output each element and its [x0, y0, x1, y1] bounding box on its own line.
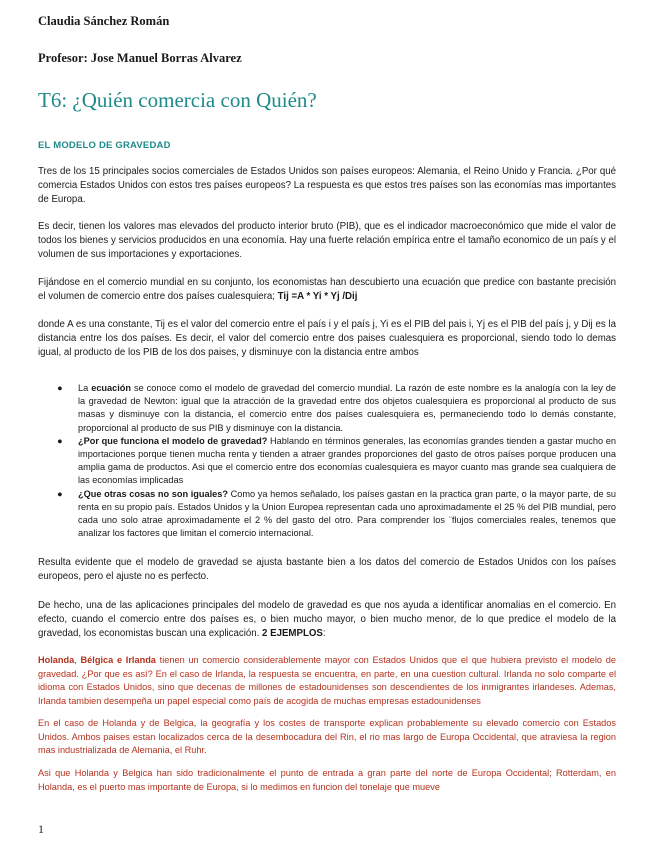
- paragraph-equation-text: Fijándose en el comercio mundial en su conjunto, los economistas han descubierto una ecuación que predice con bastante precisión el volumen de comercio entre dos países cualesquiera;: [38, 277, 616, 302]
- example-geography: En el caso de Holanda y de Belgica, la geografía y los costes de transporte explican probablemente su elevado comercio con Estados Unidos. Ambos paises estan localizados cerca de la desembocadura del Rin, el rio mas largo de Europa Occidental, que atraviesa la region mas industrializada de Alemania, el Ruhr.: [38, 718, 616, 756]
- bullet-bold: ¿Que otras cosas no son iguales?: [78, 488, 228, 499]
- example-ireland: [38, 654, 616, 708]
- paragraph-pib: Es decir, tienen los valores mas elevados del producto interior bruto (PIB), que es el indicador macroeconómico que mide el valor de todos los bienes y servicios producidos en una economía. Hay una fuerte relación empírica entre el tamaño economico de un país y el volumen de sus importaciones y exportaciones.: [38, 221, 616, 260]
- paragraph-equation: [38, 276, 616, 304]
- example-country-holanda: Holanda: [38, 655, 75, 665]
- bullet-icon: ●: [57, 383, 63, 393]
- bullet-text: Hablando en términos generales, las economías grandes tienden a gastar mucho en importaciones porque tienen mucha renta y tienden a atraer grandes proporciones del gasto de otros países porque producen una amplia gama de productos. Asi que el comercio entre dos economías cualesquiera es mayor cuanto mas grande sea cualquiera de las economías implicadas: [78, 435, 616, 486]
- example-rotterdam: Asi que Holanda y Belgica han sido tradicionalmente el punto de entrada a gran parte del norte de Europa Occidental; Rotterdam, en Holanda, es el puerto mas importante de Europa, si lo medimos en funcion del tonelaje que mueve: [38, 768, 616, 792]
- author-name: Claudia Sánchez Román: [38, 14, 170, 28]
- page-title: T6: ¿Quién comercia con Quién?: [38, 88, 317, 112]
- list-item: [38, 382, 616, 435]
- list-item: [38, 435, 616, 488]
- bullet-icon: ●: [57, 435, 63, 446]
- bullet-bold: ¿Por que funciona el modelo de gravedad?: [78, 435, 268, 446]
- page-number: 1: [38, 822, 44, 836]
- paragraph-anomalies-text: De hecho, una de las aplicaciones principales del modelo de gravedad es que nos ayuda a identificar anomalias en el comercio. En efecto, cuando el comercio entre dos países es, o bien mucho mayor, o bien mucho menor, de lo que predice el modelo de la gravedad, los economistas buscan una explicación.: [38, 600, 616, 639]
- example-ireland-text: tienen un comercio considerablemente mayor con Estados Unidos que el que hubiera previsto el modelo de gravedad. ¿Por que es así? En el caso de Irlanda, la respuesta se encuentra, en parte, en una cuestion cultural. Irlanda no solo comparte el idioma con Estados Unidos, sino que decenas de millones de estadounidenses son descendientes de los inmigrantes irlandeses. Ademas, Irlanda tambien desempeña un papel especial como país de acogida de muchas empresas estadounidenses: [38, 655, 616, 706]
- paragraph-variables: donde A es una constante, Tij es el valor del comercio entre el país i y el país j, Yi es el PIB del pais i, Yj es el PIB del país j, y Dij es la distancia entre los dos países. Es decir, el valor del comercio entre dos paises cualesquiera es proporcional, siendo todo lo demas igual, al producto de los PIB de los dos paises, y disminuye con la distancia entre ambos: [38, 319, 616, 358]
- bullet-lead: La: [78, 383, 89, 393]
- bullet-text: se conoce como el modelo de gravedad del comercio mundial. La razón de este nombre es la analogía con la ley de la gravedad de Newton: igual que la atracción de la gravedad entre dos objetos cualesquiera es proporcional al producto de sus masas y disminuye con la distancia, el comercio entre dos países cualesquiera es, permaneciendo todo lo demás constante, proporcional al producto de sus PIB y disminuye con la distancia.: [78, 383, 616, 433]
- bullet-bold: ecuación: [91, 383, 132, 393]
- example-country-belgica-irlanda: Bélgica e Irlanda: [80, 655, 156, 665]
- examples-label: 2 EJEMPLOS: [262, 627, 323, 639]
- paragraph-anomalies: [38, 599, 616, 640]
- gravity-formula: Tij =A * Yi * Yj /Dij: [277, 290, 358, 302]
- paragraph-fit: Resulta evidente que el modelo de gravedad se ajusta bastante bien a los datos del comercio de Estados Unidos con los países europeos, pero el ajuste no es perfecto.: [38, 557, 616, 582]
- paragraph-intro: Tres de los 15 principales socios comerciales de Estados Unidos son países europeos: Alemania, el Reino Unido y Francia. ¿Por qué comercia Estados Unidos con estos tres países europeos? La respuesta es que estos tres países son las economías mas importantes de Europa.: [38, 166, 616, 205]
- bullet-icon: ●: [57, 488, 63, 499]
- example-separator: ,: [74, 655, 77, 665]
- section-heading: EL MODELO DE GRAVEDAD: [38, 140, 171, 151]
- bullet-list: [38, 382, 616, 540]
- professor-name: Profesor: Jose Manuel Borras Alvarez: [38, 51, 242, 65]
- bullet-text: Como ya hemos señalado, los países gastan en la practica gran parte, o la mayor parte, de su renta en su propio país. Estados Unidos y la Union Europea representan cada uno aproximadamente el 25 % del PIB mundial, pero cada uno solo atrae aproximadamente el 2 % del gasto del otro. Para comprender los ¨flujos comerciales reales, tenemos que analizar los factores que limitan el comercio internacional.: [78, 488, 616, 539]
- examples-colon: :: [322, 627, 326, 639]
- list-item: [38, 488, 616, 541]
